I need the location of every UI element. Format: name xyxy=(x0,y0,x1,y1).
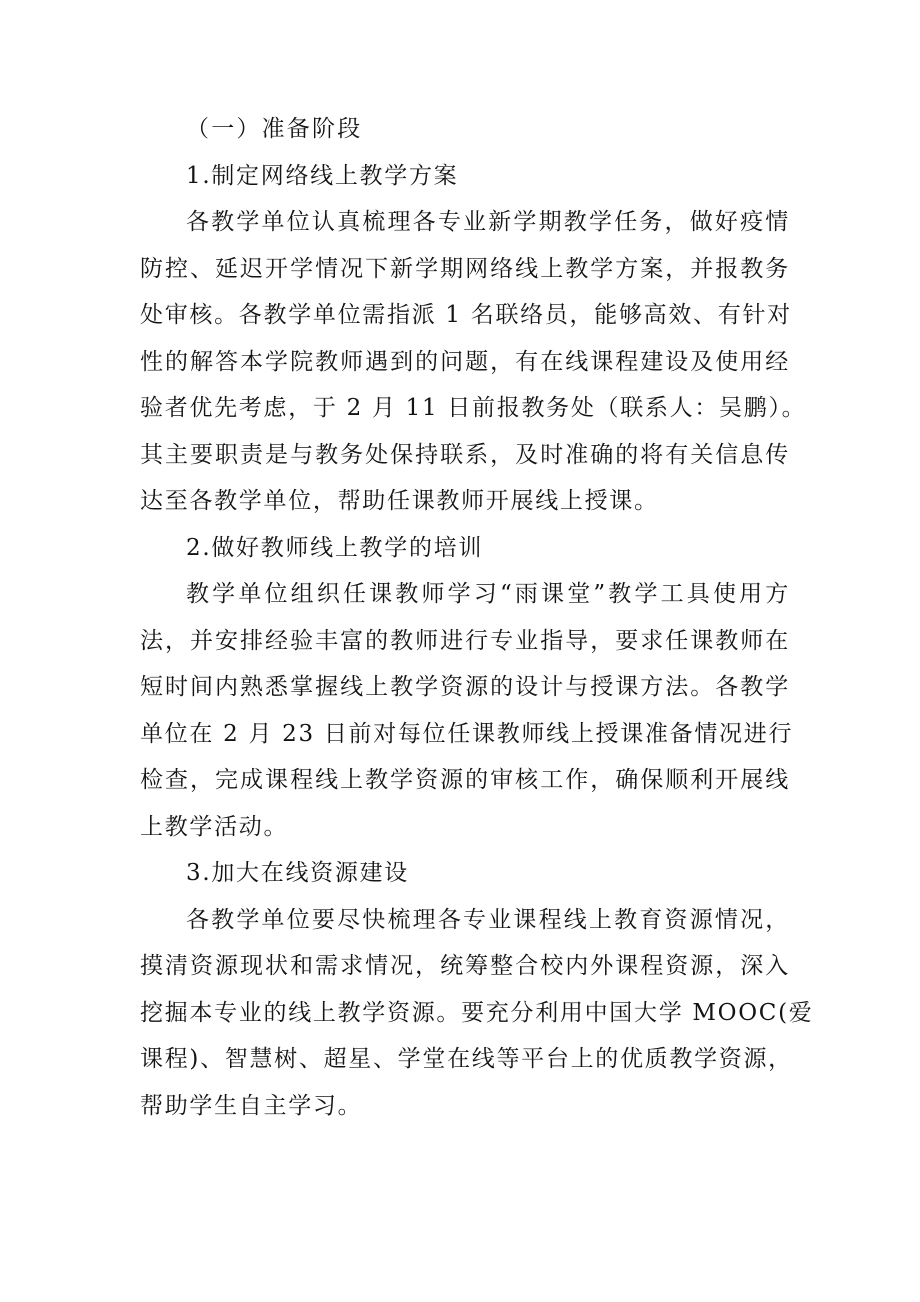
paragraph-line: 各教学单位要尽快梳理各专业课程线上教育资源情况， xyxy=(186,906,790,933)
paragraph-line: 检查，完成课程线上教学资源的审核工作，确保顺利开展线 xyxy=(140,767,790,793)
paragraph-line: 法，并安排经验丰富的教师进行专业指导，要求任课教师在 xyxy=(140,627,790,654)
paragraph-line: 单位在 2 月 23 日前对每位任课教师线上授课准备情况进行 xyxy=(140,720,794,747)
paragraph-line: 验者优先考虑，于 2 月 11 日前报教务处（联系人：吴鹏）。 xyxy=(140,395,807,421)
paragraph-line: 帮助学生自主学习。 xyxy=(140,1092,363,1119)
item-title-2: 2.做好教师线上教学的培训 xyxy=(186,534,484,561)
paragraph-line: 性的解答本学院教师遇到的问题，有在线课程建设及使用经 xyxy=(140,348,790,375)
paragraph-line: 达至各教学单位，帮助任课教师开展线上授课。 xyxy=(140,488,659,514)
paragraph-line: 各教学单位认真梳理各专业新学期教学任务，做好疫情 xyxy=(186,209,790,235)
paragraph-line: 防控、延迟开学情况下新学期网络线上教学方案，并报教务 xyxy=(140,255,790,282)
item-title-3: 3.加大在线资源建设 xyxy=(186,860,409,886)
paragraph-line: 上教学活动。 xyxy=(140,813,289,840)
paragraph-line: 短时间内熟悉掌握线上教学资源的设计与授课方法。各教学 xyxy=(140,674,790,700)
paragraph-line: 摸清资源现状和需求情况，统筹整合校内外课程资源，深入 xyxy=(140,953,790,979)
document-body xyxy=(140,108,814,1131)
section-heading: （一）准备阶段 xyxy=(186,116,363,142)
paragraph-line: 课程)、智慧树、超星、学堂在线等平台上的优质教学资源， xyxy=(140,1046,793,1072)
item-title-1: 1.制定网络线上教学方案 xyxy=(186,162,459,189)
paragraph-line: 教学单位组织任课教师学习“雨课堂”教学工具使用方 xyxy=(186,581,790,607)
paragraph-line: 其主要职责是与教务处保持联系，及时准确的将有关信息传 xyxy=(140,441,790,468)
paragraph-line: 处审核。各教学单位需指派 1 名联络员，能够高效、有针对 xyxy=(140,302,792,328)
paragraph-line: 挖掘本专业的线上教学资源。要充分利用中国大学 MOOC(爱 xyxy=(140,999,814,1026)
